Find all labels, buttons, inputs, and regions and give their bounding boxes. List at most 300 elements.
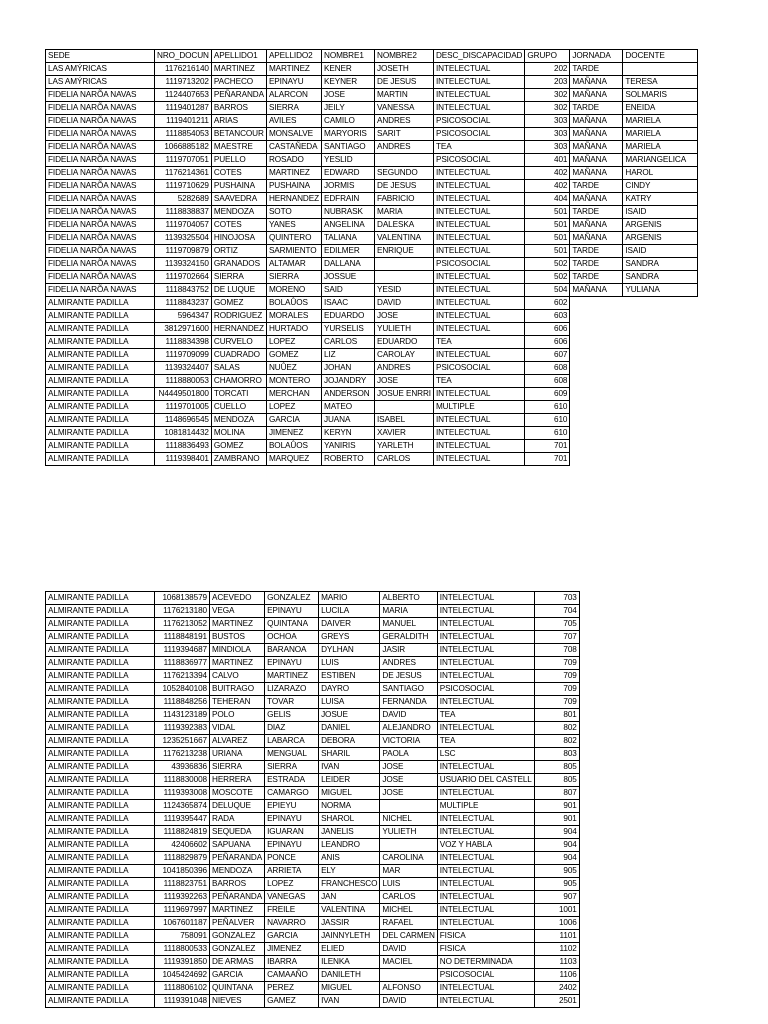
table-cell: GAMEZ: [265, 995, 319, 1008]
table-cell: ALMIRANTE PADILLA: [46, 349, 155, 362]
table-cell: MIGUEL: [319, 982, 380, 995]
table-cell: INTELECTUAL: [437, 904, 534, 917]
table-cell: MARIELA: [623, 115, 698, 128]
table-cell: INTELECTUAL: [433, 206, 524, 219]
table-cell: JOSE: [380, 761, 437, 774]
table-cell: TARDE: [570, 180, 623, 193]
table-cell: ALMIRANTE PADILLA: [46, 956, 155, 969]
table-cell: 709: [534, 670, 579, 683]
table-cell: GARCIA: [266, 414, 321, 427]
table-cell: JIMENEZ: [266, 427, 321, 440]
table-cell: LUIS: [380, 878, 437, 891]
table-cell: ALMIRANTE PADILLA: [46, 388, 155, 401]
table-row: [46, 709, 580, 722]
table-cell: JOSE: [375, 375, 434, 388]
table-cell: CAROLAY: [375, 349, 434, 362]
table-cell: TEA: [433, 141, 524, 154]
table-cell: DALESKA: [375, 219, 434, 232]
table-cell: LOPEZ: [266, 401, 321, 414]
table-cell: ESTIBEN: [319, 670, 380, 683]
table-cell: MOLINA: [211, 427, 266, 440]
table-cell: 1119702664: [155, 271, 212, 284]
table-cell: PSICOSOCIAL: [437, 969, 534, 982]
table-row: [46, 813, 580, 826]
table-cell: INTELECTUAL: [433, 102, 524, 115]
table-cell: ALMIRANTE PADILLA: [46, 826, 155, 839]
table-cell: DAIVER: [319, 618, 380, 631]
table-cell: MENDOZA: [211, 414, 266, 427]
table-cell: 805: [534, 761, 579, 774]
table-cell: LSC: [437, 748, 534, 761]
table-cell: INTELECTUAL: [437, 995, 534, 1008]
table-cell: TEA: [437, 709, 534, 722]
empty-cell: [570, 310, 623, 323]
empty-cell: [570, 362, 623, 375]
table-cell: 402: [525, 180, 570, 193]
table-cell: CAMARGO: [265, 787, 319, 800]
table-cell: 1001: [534, 904, 579, 917]
table-cell: ALMIRANTE PADILLA: [46, 774, 155, 787]
table-row: [46, 453, 698, 466]
table-cell: INTELECTUAL: [433, 271, 524, 284]
column-header: NOMBRE1: [322, 50, 375, 63]
table-cell: ALMIRANTE PADILLA: [46, 323, 155, 336]
table-row: [46, 943, 580, 956]
table-cell: JOHAN: [322, 362, 375, 375]
table-cell: 1081814432: [155, 427, 212, 440]
table-cell: PUELLO: [211, 154, 266, 167]
table-cell: 1176216140: [155, 63, 212, 76]
table-cell: ALMIRANTE PADILLA: [46, 761, 155, 774]
table-cell: INTELECTUAL: [433, 180, 524, 193]
table-cell: [375, 154, 434, 167]
table-cell: 1139324150: [155, 258, 212, 271]
table-row: [46, 193, 698, 206]
table-cell: 1066885182: [155, 141, 212, 154]
table-cell: MAR: [380, 865, 437, 878]
table-cell: ALMIRANTE PADILLA: [46, 618, 155, 631]
table-cell: JEILY: [322, 102, 375, 115]
table-cell: 907: [534, 891, 579, 904]
table-cell: XAVIER: [375, 427, 434, 440]
table-cell: CARLOS: [322, 336, 375, 349]
table-cell: SIERRA: [266, 271, 321, 284]
table-cell: FERNANDA: [380, 696, 437, 709]
table-cell: MORENO: [266, 284, 321, 297]
table-cell: LABARCA: [265, 735, 319, 748]
table-cell: 1119395447: [155, 813, 210, 826]
empty-cell: [570, 427, 623, 440]
table-cell: KATRY: [623, 193, 698, 206]
table-cell: ALMIRANTE PADILLA: [46, 453, 155, 466]
table-cell: CARLOS: [380, 891, 437, 904]
empty-cell: [623, 310, 698, 323]
empty-cell: [623, 388, 698, 401]
table-cell: MAÑANA: [570, 167, 623, 180]
table-cell: ANDRES: [375, 362, 434, 375]
table-cell: QUINTANA: [210, 982, 265, 995]
table-cell: JASIR: [380, 644, 437, 657]
table-cell: FIDELIA NARÕA NAVAS: [46, 141, 155, 154]
table-cell: 1119709099: [155, 349, 212, 362]
table-cell: FIDELIA NARÕA NAVAS: [46, 180, 155, 193]
table-cell: FIDELIA NARÕA NAVAS: [46, 89, 155, 102]
table-row: [46, 219, 698, 232]
table-cell: MARTINEZ: [210, 657, 265, 670]
table-cell: [380, 839, 437, 852]
table-cell: 302: [525, 102, 570, 115]
table-cell: CAMAAÑO: [265, 969, 319, 982]
table-cell: INTELECTUAL: [437, 891, 534, 904]
table-cell: IGUARAN: [265, 826, 319, 839]
table-cell: QUINTANA: [265, 618, 319, 631]
table-row: [46, 141, 698, 154]
table-cell: QUINTERO: [266, 232, 321, 245]
table-cell: FIDELIA NARÕA NAVAS: [46, 271, 155, 284]
table-cell: JASSIR: [319, 917, 380, 930]
table-cell: DE JESUS: [375, 76, 434, 89]
table-cell: EDUARDO: [322, 310, 375, 323]
table-cell: 701: [525, 453, 570, 466]
table-cell: NORMA: [319, 800, 380, 813]
table-cell: BARANOA: [265, 644, 319, 657]
table-cell: DAVID: [380, 943, 437, 956]
table-cell: [380, 800, 437, 813]
table-cell: CARLOS: [375, 453, 434, 466]
table-cell: MARIA: [380, 605, 437, 618]
table-cell: INTELECTUAL: [433, 193, 524, 206]
column-header: JORNADA: [570, 50, 623, 63]
table-cell: ALMIRANTE PADILLA: [46, 670, 155, 683]
table-cell: FIDELIA NARÕA NAVAS: [46, 154, 155, 167]
table-cell: FIDELIA NARÕA NAVAS: [46, 206, 155, 219]
empty-cell: [623, 440, 698, 453]
table-cell: VANESSA: [375, 102, 434, 115]
table-row: [46, 232, 698, 245]
table-cell: FREILE: [265, 904, 319, 917]
table-cell: INTELECTUAL: [433, 219, 524, 232]
table-cell: 1118829879: [155, 852, 210, 865]
table-cell: 1118880053: [155, 375, 212, 388]
table-cell: YESID: [375, 284, 434, 297]
table-cell: INTELECTUAL: [433, 297, 524, 310]
table-cell: MATEO: [322, 401, 375, 414]
table-cell: TARDE: [570, 63, 623, 76]
table-cell: RAFAEL: [380, 917, 437, 930]
table-cell: ANIS: [319, 852, 380, 865]
table-cell: ANDRES: [380, 657, 437, 670]
table-cell: INTELECTUAL: [437, 670, 534, 683]
table-cell: 1118838837: [155, 206, 212, 219]
table-cell: INTELECTUAL: [433, 440, 524, 453]
table-cell: IVAN: [319, 995, 380, 1008]
table-cell: 1235251667: [155, 735, 210, 748]
table-cell: 1119393008: [155, 787, 210, 800]
table-cell: INTELECTUAL: [437, 657, 534, 670]
table-cell: MAÑANA: [570, 141, 623, 154]
table-cell: 1118854053: [155, 128, 212, 141]
table-cell: TOVAR: [265, 696, 319, 709]
table-cell: 1118834398: [155, 336, 212, 349]
table-cell: MAÑANA: [570, 128, 623, 141]
table-cell: 1139325504: [155, 232, 212, 245]
table-row: [46, 89, 698, 102]
table-cell: 1041850396: [155, 865, 210, 878]
table-cell: NO DETERMINADA: [437, 956, 534, 969]
table-cell: ALTAMAR: [266, 258, 321, 271]
column-header: DESC_DISCAPACIDAD: [433, 50, 524, 63]
table-cell: ALMIRANTE PADILLA: [46, 427, 155, 440]
table-cell: MARIA: [375, 206, 434, 219]
table-cell: FRANCHESCO: [319, 878, 380, 891]
header-row: [46, 50, 698, 63]
table-cell: PUSHAINA: [266, 180, 321, 193]
table-cell: DANILETH: [319, 969, 380, 982]
table-cell: 904: [534, 852, 579, 865]
table-cell: 608: [525, 375, 570, 388]
table-cell: 704: [534, 605, 579, 618]
table-cell: 1119697997: [155, 904, 210, 917]
table-cell: INTELECTUAL: [433, 63, 524, 76]
table-cell: EDFRAIN: [322, 193, 375, 206]
table-cell: ALMIRANTE PADILLA: [46, 839, 155, 852]
table-cell: INTELECTUAL: [433, 414, 524, 427]
empty-cell: [570, 323, 623, 336]
table-cell: INTELECTUAL: [433, 284, 524, 297]
table-cell: LUCILA: [319, 605, 380, 618]
table-cell: INTELECTUAL: [437, 631, 534, 644]
students-table-bottom: [45, 591, 580, 1008]
table-cell: FIDELIA NARÕA NAVAS: [46, 245, 155, 258]
table-cell: 202: [525, 63, 570, 76]
table-cell: 501: [525, 219, 570, 232]
table-cell: JOSE: [380, 787, 437, 800]
table-cell: VOZ Y HABLA: [437, 839, 534, 852]
table-cell: INTELECTUAL: [433, 427, 524, 440]
table-row: [46, 735, 580, 748]
table-cell: CHAMORRO: [211, 375, 266, 388]
table-cell: 1143123189: [155, 709, 210, 722]
empty-cell: [623, 453, 698, 466]
table-cell: INTELECTUAL: [437, 618, 534, 631]
table-row: [46, 696, 580, 709]
table-cell: 504: [525, 284, 570, 297]
table-cell: 709: [534, 683, 579, 696]
table-row: [46, 427, 698, 440]
table-cell: DE ARMAS: [210, 956, 265, 969]
table-cell: SALAS: [211, 362, 266, 375]
table-cell: TARDE: [570, 271, 623, 284]
table-row: [46, 154, 698, 167]
empty-cell: [623, 401, 698, 414]
table-cell: 501: [525, 245, 570, 258]
table-cell: TARDE: [570, 102, 623, 115]
table-cell: MORALES: [266, 310, 321, 323]
table-cell: PUSHAINA: [211, 180, 266, 193]
table-cell: TEA: [437, 735, 534, 748]
table-cell: 602: [525, 297, 570, 310]
table-cell: ALMIRANTE PADILLA: [46, 683, 155, 696]
table-cell: 1118824819: [155, 826, 210, 839]
table-row: [46, 284, 698, 297]
table-cell: 502: [525, 258, 570, 271]
table-cell: GOMEZ: [211, 297, 266, 310]
table-cell: ALMIRANTE PADILLA: [46, 414, 155, 427]
table-cell: [375, 258, 434, 271]
table-row: [46, 206, 698, 219]
table-cell: EPINAYU: [265, 657, 319, 670]
table-cell: VANEGAS: [265, 891, 319, 904]
table-row: [46, 839, 580, 852]
table-cell: FIDELIA NARÕA NAVAS: [46, 219, 155, 232]
table-cell: ALMIRANTE PADILLA: [46, 891, 155, 904]
table-cell: 1118848191: [155, 631, 210, 644]
table-cell: VICTORIA: [380, 735, 437, 748]
table-cell: JOSE: [380, 774, 437, 787]
table-cell: INTELECTUAL: [433, 388, 524, 401]
table-cell: MENGUAL: [265, 748, 319, 761]
table-cell: INTELECTUAL: [437, 787, 534, 800]
table-cell: BUITRAGO: [210, 683, 265, 696]
table-cell: DAYRO: [319, 683, 380, 696]
table-cell: 2402: [534, 982, 579, 995]
table-cell: ALMIRANTE PADILLA: [46, 709, 155, 722]
table-cell: ALMIRANTE PADILLA: [46, 748, 155, 761]
table-cell: ACEVEDO: [210, 592, 265, 605]
table-cell: GONZALEZ: [210, 930, 265, 943]
table-cell: DAVID: [380, 995, 437, 1008]
table-cell: 43936836: [155, 761, 210, 774]
table-cell: TARDE: [570, 258, 623, 271]
table-cell: FIDELIA NARÕA NAVAS: [46, 193, 155, 206]
table-cell: FIDELIA NARÕA NAVAS: [46, 167, 155, 180]
table-cell: MARIO: [319, 592, 380, 605]
students-table-top: [45, 49, 698, 466]
column-header: GRUPO: [525, 50, 570, 63]
table-cell: RADA: [210, 813, 265, 826]
table-cell: MARTINEZ: [211, 63, 266, 76]
table-cell: MAÑANA: [570, 232, 623, 245]
table-cell: ALMIRANTE PADILLA: [46, 696, 155, 709]
table-cell: INTELECTUAL: [437, 982, 534, 995]
table-cell: INTELECTUAL: [433, 89, 524, 102]
table-cell: DE LUQUE: [211, 284, 266, 297]
table-cell: 1119701005: [155, 401, 212, 414]
table-cell: MAÑANA: [570, 219, 623, 232]
table-cell: ALMIRANTE PADILLA: [46, 644, 155, 657]
table-cell: 905: [534, 865, 579, 878]
table-cell: 1119401287: [155, 102, 212, 115]
table-row: [46, 592, 580, 605]
table-cell: PEÑARANDA: [211, 89, 266, 102]
table-cell: SOTO: [266, 206, 321, 219]
table-cell: SIERRA: [265, 761, 319, 774]
table-cell: 708: [534, 644, 579, 657]
table-cell: CINDY: [623, 180, 698, 193]
table-cell: MARIELA: [623, 128, 698, 141]
table-cell: YULIETH: [380, 826, 437, 839]
table-cell: MARTINEZ: [210, 904, 265, 917]
table-cell: PSICOSOCIAL: [433, 128, 524, 141]
table-cell: YULIANA: [623, 284, 698, 297]
table-cell: VALENTINA: [375, 232, 434, 245]
table-cell: GOMEZ: [211, 440, 266, 453]
table-cell: SHAROL: [319, 813, 380, 826]
table-cell: ARGENIS: [623, 219, 698, 232]
table-cell: INTELECTUAL: [433, 310, 524, 323]
table-cell: GRANADOS: [211, 258, 266, 271]
table-cell: FIDELIA NARÕA NAVAS: [46, 102, 155, 115]
table-cell: MIGUEL: [319, 787, 380, 800]
table-cell: ALMIRANTE PADILLA: [46, 336, 155, 349]
table-cell: 1052840108: [155, 683, 210, 696]
empty-cell: [623, 375, 698, 388]
table-row: [46, 76, 698, 89]
table-cell: LUISA: [319, 696, 380, 709]
table-cell: ALMIRANTE PADILLA: [46, 310, 155, 323]
table-cell: VIDAL: [210, 722, 265, 735]
table-cell: SAID: [322, 284, 375, 297]
table-cell: PSICOSOCIAL: [433, 258, 524, 271]
table-cell: MARYORIS: [322, 128, 375, 141]
table-cell: NAVARRO: [265, 917, 319, 930]
table-cell: BOLAÛOS: [266, 297, 321, 310]
table-cell: ELIED: [319, 943, 380, 956]
table-cell: 901: [534, 800, 579, 813]
table-cell: JOSUE ENRRI: [375, 388, 434, 401]
table-cell: JIMENEZ: [265, 943, 319, 956]
table-cell: 1119704057: [155, 219, 212, 232]
table-row: [46, 297, 698, 310]
empty-cell: [570, 336, 623, 349]
table-cell: ALMIRANTE PADILLA: [46, 800, 155, 813]
table-cell: JOSE: [322, 89, 375, 102]
table-cell: LAS AMÝRICAS: [46, 76, 155, 89]
table-cell: 1176213238: [155, 748, 210, 761]
table-cell: ALMIRANTE PADILLA: [46, 631, 155, 644]
table-cell: MARTINEZ: [210, 618, 265, 631]
table-cell: KERYN: [322, 427, 375, 440]
table-cell: 402: [525, 167, 570, 180]
table-cell: 1119391048: [155, 995, 210, 1008]
table-cell: 1102: [534, 943, 579, 956]
table-cell: HERNANDEZ: [211, 323, 266, 336]
table-cell: SHARIL: [319, 748, 380, 761]
table-cell: COTES: [211, 219, 266, 232]
empty-cell: [570, 388, 623, 401]
table-cell: MAÑANA: [570, 115, 623, 128]
table-cell: ALMIRANTE PADILLA: [46, 375, 155, 388]
table-cell: 5964347: [155, 310, 212, 323]
table-cell: ALARCON: [266, 89, 321, 102]
column-header: APELLIDO1: [211, 50, 266, 63]
table-cell: 603: [525, 310, 570, 323]
table-cell: 1067601187: [155, 917, 210, 930]
table-row: [46, 761, 580, 774]
table-row: [46, 631, 580, 644]
table-cell: PONCE: [265, 852, 319, 865]
table-cell: NUBRASK: [322, 206, 375, 219]
table-row: [46, 670, 580, 683]
table-cell: 1118843752: [155, 284, 212, 297]
table-cell: ALMIRANTE PADILLA: [46, 995, 155, 1008]
table-cell: ALMIRANTE PADILLA: [46, 440, 155, 453]
table-cell: EDILMER: [322, 245, 375, 258]
table-cell: SEQUEDA: [210, 826, 265, 839]
table-cell: CUELLO: [211, 401, 266, 414]
table-cell: JORMIS: [322, 180, 375, 193]
table-cell: JOSETH: [375, 63, 434, 76]
